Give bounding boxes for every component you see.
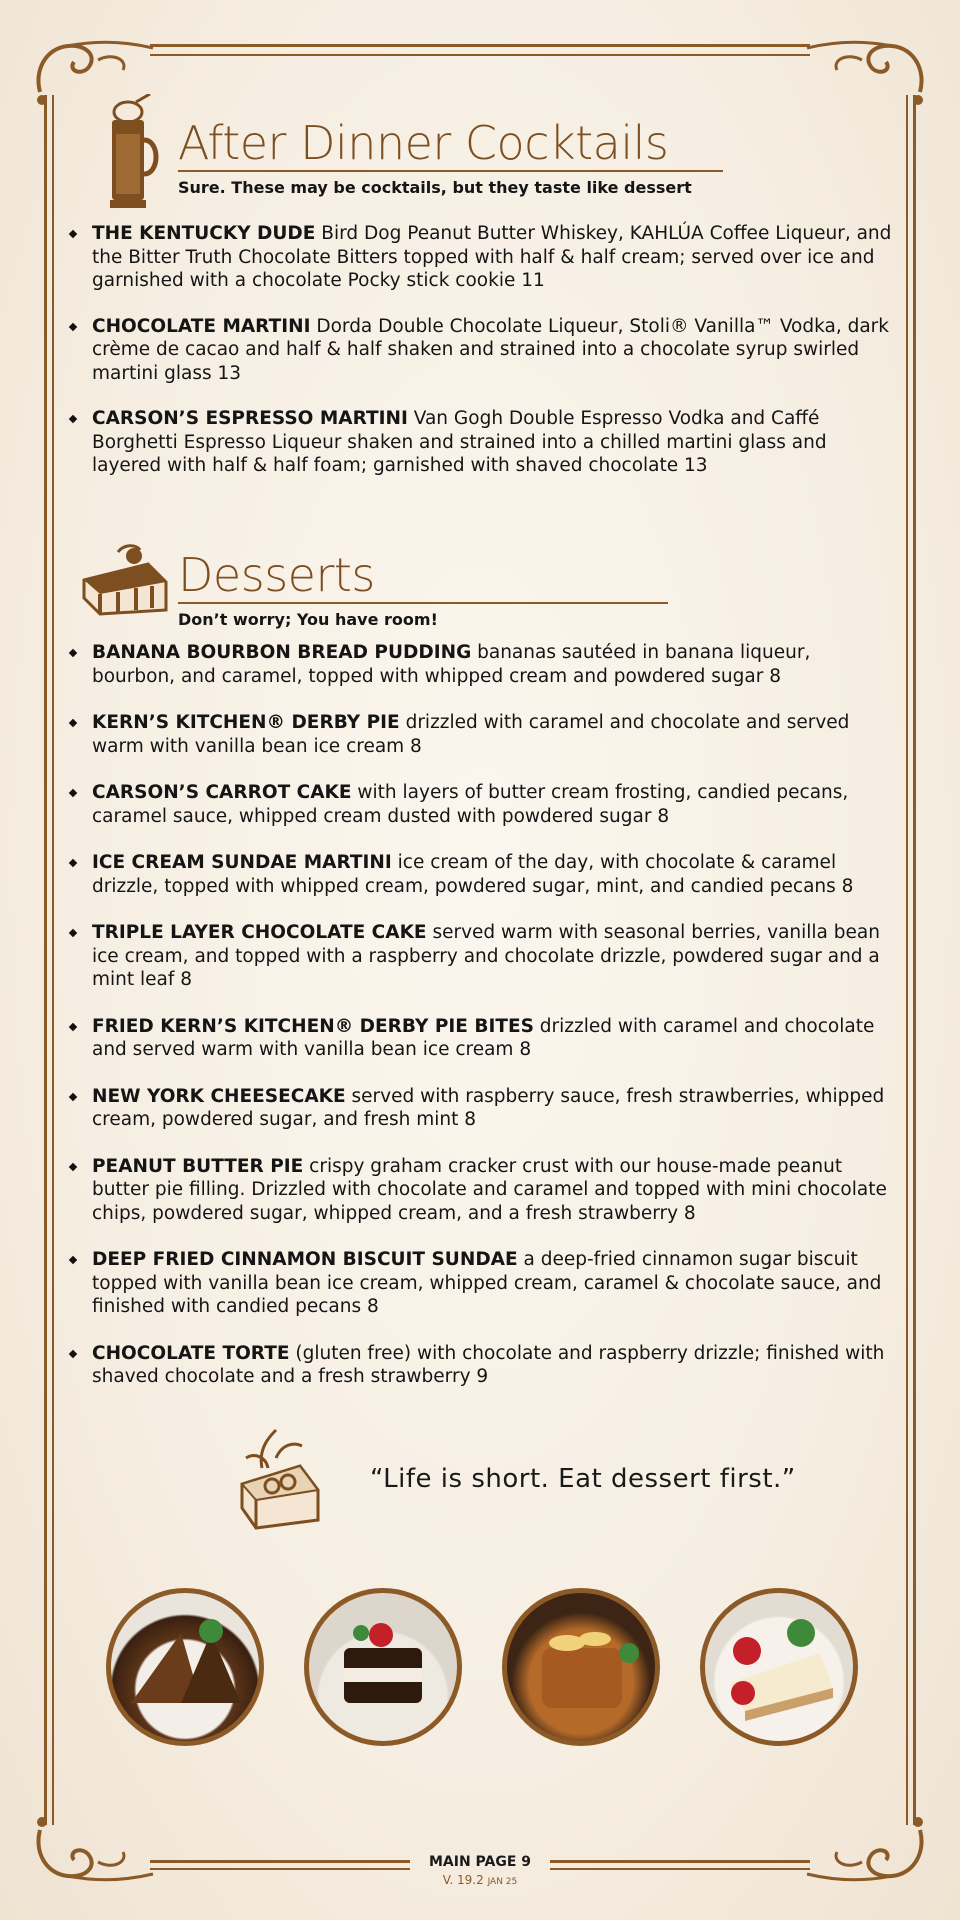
list-item bbox=[66, 781, 896, 828]
desserts-rule bbox=[178, 602, 668, 604]
item-name: CARSON’S ESPRESSO MARTINI bbox=[92, 408, 408, 429]
desserts-title: Desserts bbox=[178, 548, 375, 602]
desserts-subtitle: Don’t worry; You have room! bbox=[178, 609, 438, 629]
item-desc: with layers of butter cream frosting, candied pecans, caramel sauce, whipped cream dusted with powdered sugar 8 bbox=[92, 782, 849, 827]
frame-top bbox=[150, 44, 810, 47]
list-item bbox=[66, 1248, 896, 1319]
cake-icon bbox=[78, 544, 174, 618]
item-desc: drizzled with caramel and chocolate and served warm with vanilla bean ice cream 8 bbox=[92, 1015, 875, 1060]
crepe-illustration bbox=[111, 1593, 259, 1741]
item-desc: drizzled with caramel and chocolate and served warm with vanilla bean ice cream 8 bbox=[92, 712, 850, 757]
cocktails-subtitle: Sure. These may be cocktails, but they taste like dessert bbox=[178, 177, 692, 197]
list-item bbox=[66, 641, 896, 688]
cake-slice-icon bbox=[222, 1428, 326, 1534]
frame-top-inner bbox=[150, 54, 810, 56]
mug-icon bbox=[106, 94, 162, 212]
desserts-header bbox=[178, 550, 668, 629]
bread-pudding-photo bbox=[502, 1588, 660, 1746]
item-name: NEW YORK CHEESECAKE bbox=[92, 1085, 346, 1107]
item-desc: served with raspberry sauce, fresh strawberries, whipped cream, powdered sugar, and fresh mint 8 bbox=[92, 1085, 885, 1130]
list-item bbox=[66, 1342, 896, 1389]
item-desc: served warm with seasonal berries, vanilla bean ice cream, and topped with a raspberry and chocolate drizzle, powdered sugar and a mint leaf 8 bbox=[92, 922, 880, 990]
list-item bbox=[66, 407, 896, 478]
chocolate-cake-photo bbox=[304, 1588, 462, 1746]
version-number: V. 19.2 bbox=[442, 1873, 484, 1887]
dessert-quote: “Life is short. Eat dessert first.” bbox=[370, 1464, 796, 1494]
cocktail-list bbox=[66, 222, 896, 478]
list-item bbox=[66, 1155, 896, 1226]
version-date: JAN 25 bbox=[487, 1877, 518, 1887]
crepe-dessert-photo bbox=[106, 1588, 264, 1746]
footer-version bbox=[0, 1873, 960, 1887]
cheesecake-photo bbox=[700, 1588, 858, 1746]
frame-right-inner bbox=[906, 95, 908, 1825]
cheesecake-illustration bbox=[705, 1593, 853, 1741]
item-name: TRIPLE LAYER CHOCOLATE CAKE bbox=[92, 922, 427, 943]
list-item bbox=[66, 921, 896, 992]
item-name: CHOCOLATE MARTINI bbox=[92, 315, 311, 337]
item-desc: Dorda Double Chocolate Liqueur, Stoli® Vanilla™ Vodka, dark crème de cacao and half & half shaken and strained into a chocolate syrup swirled martini glass 13 bbox=[92, 315, 889, 384]
item-name: PEANUT BUTTER PIE bbox=[92, 1155, 304, 1177]
item-desc: a deep-fried cinnamon sugar biscuit topped with vanilla bean ice cream, whipped cream, caramel & chocolate sauce, and finished with candied pecans 8 bbox=[92, 1249, 882, 1317]
item-desc: Van Gogh Double Espresso Vodka and Caffé Borghetti Espresso Liqueur shaken and strained into a chilled martini glass and layered with half & half foam; garnished with shaved chocolate 13 bbox=[92, 408, 827, 476]
dessert-list bbox=[66, 641, 896, 1389]
item-desc: bananas sautéed in banana liqueur, bourbon, and caramel, topped with whipped cream and powdered sugar 8 bbox=[92, 642, 811, 687]
cocktails-title: After Dinner Cocktails bbox=[178, 116, 669, 170]
list-item bbox=[66, 1085, 896, 1132]
frame-left-inner bbox=[52, 95, 54, 1825]
frame-left bbox=[44, 95, 47, 1825]
list-item bbox=[66, 711, 896, 758]
pudding-illustration bbox=[507, 1593, 655, 1741]
flourish-top-right-icon bbox=[802, 30, 932, 110]
item-name: KERN’S KITCHEN® DERBY PIE bbox=[92, 712, 400, 733]
item-name: FRIED KERN’S KITCHEN® DERBY PIE BITES bbox=[92, 1015, 534, 1037]
item-name: THE KENTUCKY DUDE bbox=[92, 223, 316, 244]
item-desc: Bird Dog Peanut Butter Whiskey, KAHLÚA Coffee Liqueur, and the Bitter Truth Chocolate Bitters topped with half & half cream; served over ice and garnished with a chocolate Pocky stick cookie 11 bbox=[92, 223, 892, 291]
item-name: DEEP FRIED CINNAMON BISCUIT SUNDAE bbox=[92, 1249, 518, 1270]
footer-page-label: MAIN PAGE 9 bbox=[428, 1854, 532, 1870]
cocktails-rule bbox=[178, 170, 723, 172]
item-desc: (gluten free) with chocolate and raspberry drizzle; finished with shaved chocolate and a fresh strawberry 9 bbox=[92, 1342, 885, 1387]
list-item bbox=[66, 315, 896, 386]
item-desc: ice cream of the day, with chocolate & caramel drizzle, topped with whipped cream, powdered sugar, mint, and candied pecans 8 bbox=[92, 852, 854, 897]
list-item bbox=[66, 222, 896, 293]
item-desc: crispy graham cracker crust with our house-made peanut butter pie filling. Drizzled with chocolate and caramel and topped with mini chocolate chips, powdered sugar, whipped cream, and a fresh strawberry 8 bbox=[92, 1155, 887, 1224]
item-name: CHOCOLATE TORTE bbox=[92, 1342, 290, 1364]
frame-right bbox=[913, 95, 916, 1825]
list-item bbox=[66, 1015, 896, 1062]
item-name: ICE CREAM SUNDAE MARTINI bbox=[92, 852, 392, 873]
cocktails-header bbox=[178, 118, 723, 197]
item-name: BANANA BOURBON BREAD PUDDING bbox=[92, 642, 472, 663]
list-item bbox=[66, 851, 896, 898]
item-name: CARSON’S CARROT CAKE bbox=[92, 782, 352, 803]
cake-illustration bbox=[309, 1593, 457, 1741]
